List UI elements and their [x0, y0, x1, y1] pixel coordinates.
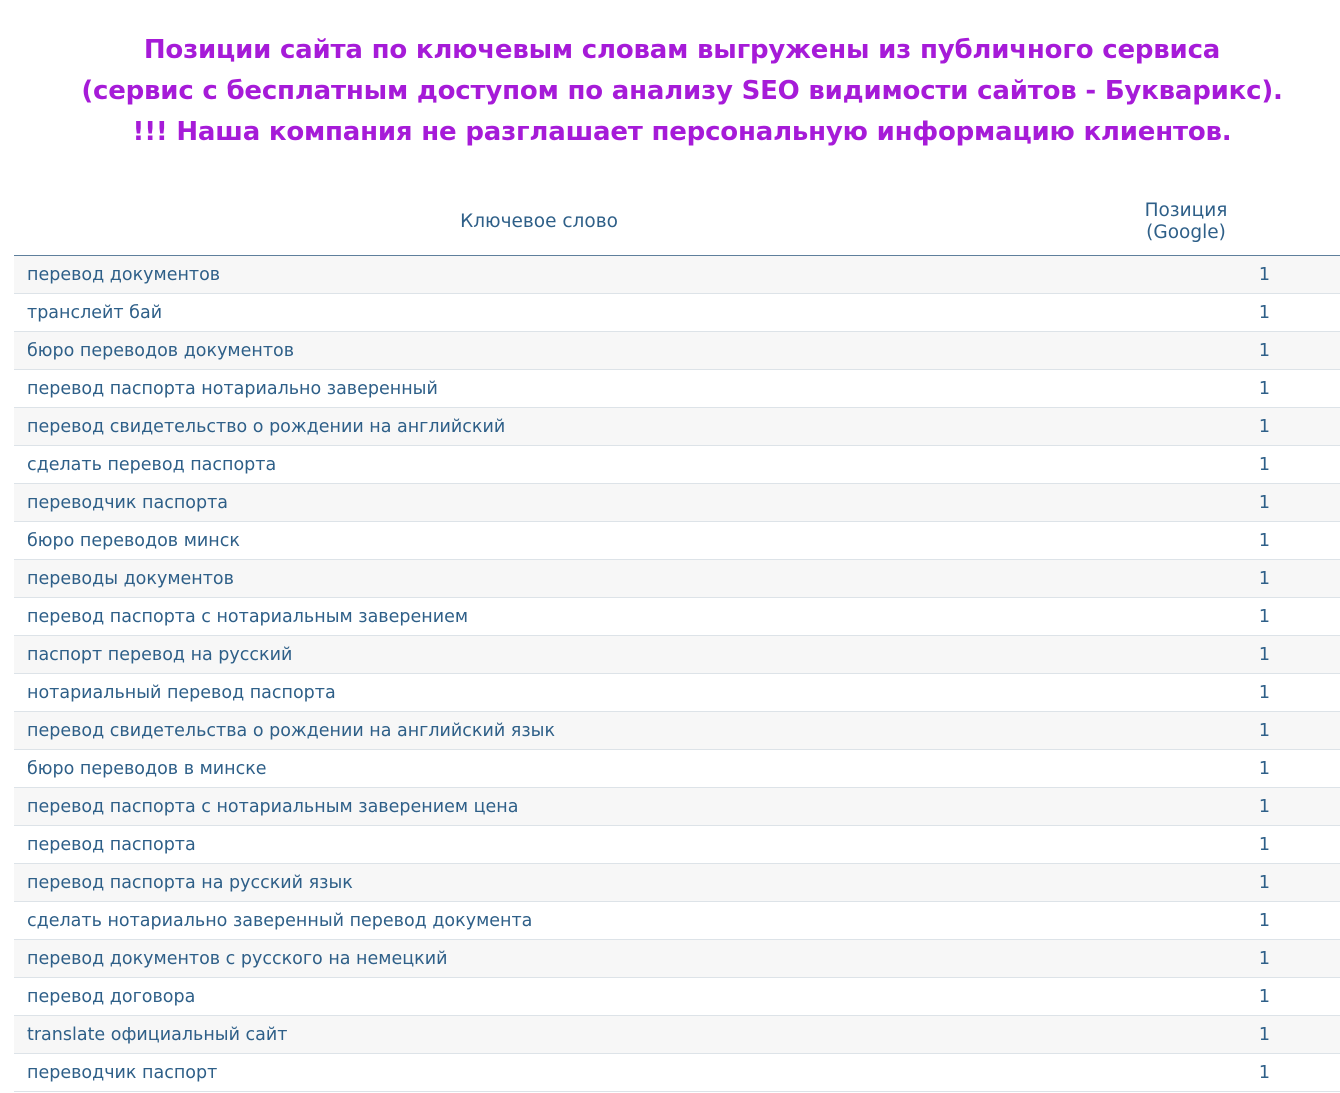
keyword-cell: паспорт перевод на русский — [14, 636, 1064, 674]
position-cell: 1 — [1064, 978, 1340, 1016]
keyword-cell: перевод паспорта с нотариальным заверением — [14, 598, 1064, 636]
table-row — [14, 978, 1340, 1016]
table-row — [14, 674, 1340, 712]
position-cell: 1 — [1064, 446, 1340, 484]
table-row — [14, 902, 1340, 940]
keyword-cell: перевод свидетельства о рождении на английский язык — [14, 712, 1064, 750]
position-cell: 1 — [1064, 712, 1340, 750]
keyword-cell: перевод паспорта нотариально заверенный — [14, 370, 1064, 408]
keyword-cell: translate официальный сайт — [14, 1016, 1064, 1054]
notice-banner — [0, 30, 1340, 153]
table-row — [14, 1016, 1340, 1054]
keyword-cell: сделать перевод паспорта — [14, 446, 1064, 484]
position-cell: 1 — [1064, 408, 1340, 446]
notice-line-3: !!! Наша компания не разглашает персональную информацию клиентов. — [132, 117, 1232, 147]
table-row — [14, 294, 1340, 332]
keyword-cell: нотариальный перевод паспорта — [14, 674, 1064, 712]
position-cell: 1 — [1064, 256, 1340, 294]
position-cell: 1 — [1064, 636, 1340, 674]
table-row — [14, 826, 1340, 864]
keyword-column-header[interactable]: Ключевое слово — [14, 188, 1064, 256]
position-cell: 1 — [1064, 522, 1340, 560]
table-row — [14, 560, 1340, 598]
table-row — [14, 864, 1340, 902]
keyword-cell: перевод документов с русского на немецкий — [14, 940, 1064, 978]
keyword-positions-table — [14, 188, 1340, 1092]
keyword-cell: перевод паспорта — [14, 826, 1064, 864]
keyword-cell: перевод паспорта с нотариальным заверением цена — [14, 788, 1064, 826]
position-cell: 1 — [1064, 560, 1340, 598]
table-row — [14, 788, 1340, 826]
position-cell: 1 — [1064, 598, 1340, 636]
position-cell: 1 — [1064, 674, 1340, 712]
position-cell: 1 — [1064, 864, 1340, 902]
table-row — [14, 446, 1340, 484]
table-body — [14, 256, 1340, 1092]
position-cell: 1 — [1064, 902, 1340, 940]
table-row — [14, 598, 1340, 636]
position-cell: 1 — [1064, 940, 1340, 978]
keyword-cell: переводчик паспорт — [14, 1054, 1064, 1092]
table-row — [14, 522, 1340, 560]
position-column-header[interactable] — [1064, 188, 1340, 256]
position-cell: 1 — [1064, 750, 1340, 788]
keyword-cell: сделать нотариально заверенный перевод документа — [14, 902, 1064, 940]
keyword-cell: транслейт бай — [14, 294, 1064, 332]
table-row — [14, 636, 1340, 674]
keyword-cell: перевод паспорта на русский язык — [14, 864, 1064, 902]
table-row — [14, 940, 1340, 978]
position-header-line-1: Позиция — [1144, 199, 1228, 221]
table-row — [14, 1054, 1340, 1092]
position-cell: 1 — [1064, 370, 1340, 408]
keyword-cell: бюро переводов минск — [14, 522, 1064, 560]
keyword-cell: перевод документов — [14, 256, 1064, 294]
table-row — [14, 712, 1340, 750]
position-header-line-2: (Google) — [1146, 221, 1226, 243]
table-header-row — [14, 188, 1340, 256]
table-row — [14, 370, 1340, 408]
table-row — [14, 256, 1340, 294]
keyword-cell: перевод договора — [14, 978, 1064, 1016]
position-cell: 1 — [1064, 788, 1340, 826]
position-cell: 1 — [1064, 826, 1340, 864]
position-cell: 1 — [1064, 332, 1340, 370]
notice-line-2: (сервис с бесплатным доступом по анализу SEO видимости сайтов - Букварикс). — [81, 76, 1283, 106]
position-cell: 1 — [1064, 294, 1340, 332]
table-row — [14, 408, 1340, 446]
keyword-cell: бюро переводов документов — [14, 332, 1064, 370]
notice-line-1: Позиции сайта по ключевым словам выгружены из публичного сервиса — [143, 35, 1221, 65]
position-cell: 1 — [1064, 1054, 1340, 1092]
keyword-cell: перевод свидетельство о рождении на английский — [14, 408, 1064, 446]
table-row — [14, 484, 1340, 522]
table-row — [14, 750, 1340, 788]
table-row — [14, 332, 1340, 370]
keyword-cell: переводчик паспорта — [14, 484, 1064, 522]
keyword-cell: бюро переводов в минске — [14, 750, 1064, 788]
keyword-cell: переводы документов — [14, 560, 1064, 598]
position-cell: 1 — [1064, 484, 1340, 522]
position-cell: 1 — [1064, 1016, 1340, 1054]
